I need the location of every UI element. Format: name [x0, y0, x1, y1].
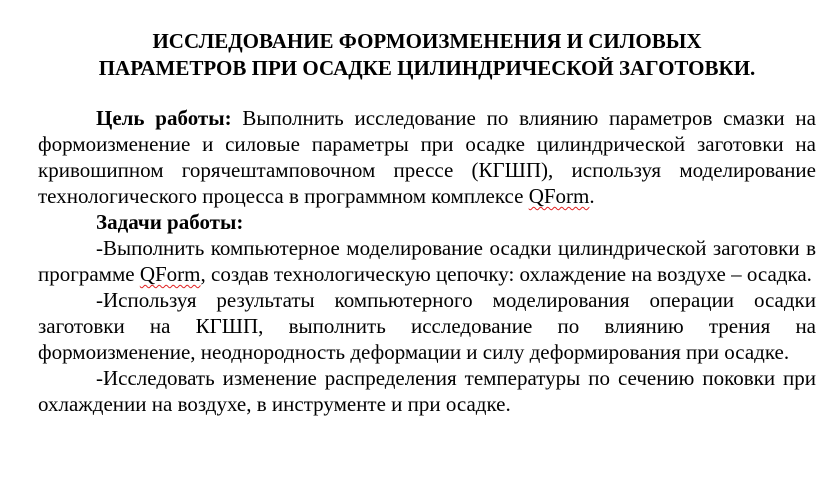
document-title [38, 28, 816, 82]
task-1-paragraph [38, 235, 816, 287]
tasks-heading: Задачи работы: [96, 210, 244, 234]
title-line-1: ИССЛЕДОВАНИЕ ФОРМОИЗМЕНЕНИЯ И СИЛОВЫХ [152, 29, 702, 53]
goal-software-name: QForm [528, 184, 590, 208]
task-3-paragraph: -Исследовать изменение распределения температуры по сечению поковки при охлаждении на воздухе, в инструменте и при осадке. [38, 366, 816, 416]
document-page [38, 28, 816, 417]
task-2-paragraph: -Используя результаты компьютерного моделирования операции осадки заготовки на КГШП, выполнить исследование по влиянию трения на формоизменение, неоднородность деформации и силу деформирования при осадке. [38, 288, 816, 364]
goal-label: Цель работы: [96, 106, 232, 130]
task-1-text: -Выполнить компьютерное моделирование осадки цилиндрической заготовки в программе [38, 236, 816, 286]
title-line-2: ПАРАМЕТРОВ ПРИ ОСАДКЕ ЦИЛИНДРИЧЕСКОЙ ЗАГОТОВКИ. [98, 56, 756, 80]
goal-text-end: . [589, 184, 595, 208]
document-body [38, 105, 816, 417]
goal-paragraph [38, 105, 816, 209]
task-1-software-name: QForm [139, 262, 201, 286]
goal-text: Выполнить исследование по влиянию параметров смазки на формоизменение и силовые параметры при осадке цилиндрической заготовки на кривошипном горячештамповочном прессе (КГШП), используя моделирование технологического процесса в программном комплексе [38, 106, 816, 208]
task-1-text-end: , создав технологическую цепочку: охлаждение на воздухе – осадка. [200, 262, 812, 286]
